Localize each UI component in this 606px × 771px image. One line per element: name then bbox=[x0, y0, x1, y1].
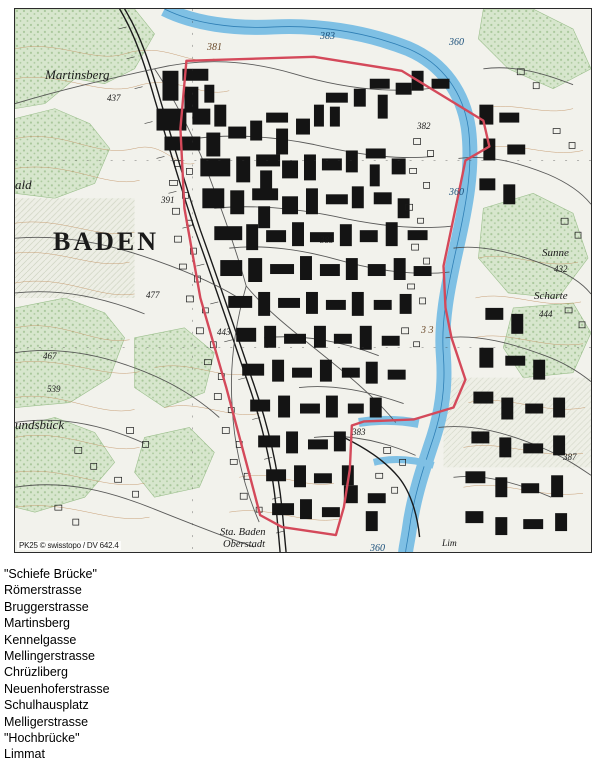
map-label-elev-539: 539 bbox=[47, 384, 61, 394]
map-label-elev-437: 437 bbox=[107, 93, 121, 103]
topographic-map[interactable] bbox=[15, 9, 591, 552]
map-label-martinsberg: Martinsberg bbox=[45, 67, 110, 82]
map-label-contour-353: 3 3 bbox=[421, 325, 434, 336]
map-label-elev-385: 385 bbox=[320, 235, 334, 245]
map-label-elev-477: 477 bbox=[146, 290, 160, 300]
map-label-elev-444: 444 bbox=[539, 309, 553, 319]
map-label-elev-387: 387 bbox=[563, 452, 577, 462]
map-label-undsbueck: undsbück bbox=[15, 417, 65, 432]
list-item: Bruggerstrasse bbox=[4, 599, 89, 614]
list-item: Mellingerstrasse bbox=[4, 649, 96, 664]
map-label-wald: ald bbox=[15, 177, 32, 192]
list-item: Neuenhoferstrasse bbox=[4, 681, 110, 696]
map-frame[interactable] bbox=[14, 8, 592, 553]
list-item: "Schiefe Brücke" bbox=[4, 567, 97, 581]
map-label-elev-467: 467 bbox=[43, 351, 57, 361]
list-item: "Hochbrücke" bbox=[4, 731, 80, 746]
map-label-baden: BADEN bbox=[53, 227, 160, 256]
map-label-contour-360-south: 360 bbox=[370, 543, 385, 553]
map-label-elev-432: 432 bbox=[554, 264, 568, 274]
map-label-contour-381: 381 bbox=[207, 42, 222, 53]
map-copyright-credit: PK25 © swisstopo / DV 642.4 bbox=[19, 541, 119, 550]
list-item: Limmat bbox=[4, 747, 45, 762]
map-label-sunne: Sunne bbox=[542, 247, 569, 259]
list-item: Römerstrasse bbox=[4, 583, 82, 598]
map-label-elev-391: 391 bbox=[161, 195, 175, 205]
list-item: Chrüzliberg bbox=[4, 665, 68, 680]
map-label-elev-383: 383 bbox=[352, 427, 366, 437]
list-item: Kennelgasse bbox=[4, 632, 77, 647]
map-label-station-baden: Sta. Baden bbox=[220, 527, 266, 538]
map-label-scharte: Scharte bbox=[534, 290, 568, 302]
map-label-elev-443: 443 bbox=[217, 327, 231, 337]
list-item: Melligerstrasse bbox=[4, 714, 89, 729]
map-label-contour-360-north: 360 bbox=[449, 37, 464, 48]
map-label-station-oberstadt: Oberstadt bbox=[223, 539, 265, 550]
list-item: Martinsberg bbox=[4, 616, 70, 631]
list-item: Schulhausplatz bbox=[4, 698, 89, 713]
map-figure bbox=[14, 8, 592, 553]
map-label-limmat-river: Lim bbox=[442, 539, 457, 549]
map-label-contour-383: 383 bbox=[320, 31, 335, 42]
map-label-contour-360-mid: 360 bbox=[449, 187, 464, 198]
map-label-elev-382: 382 bbox=[417, 121, 431, 131]
place-name-list bbox=[4, 566, 304, 763]
